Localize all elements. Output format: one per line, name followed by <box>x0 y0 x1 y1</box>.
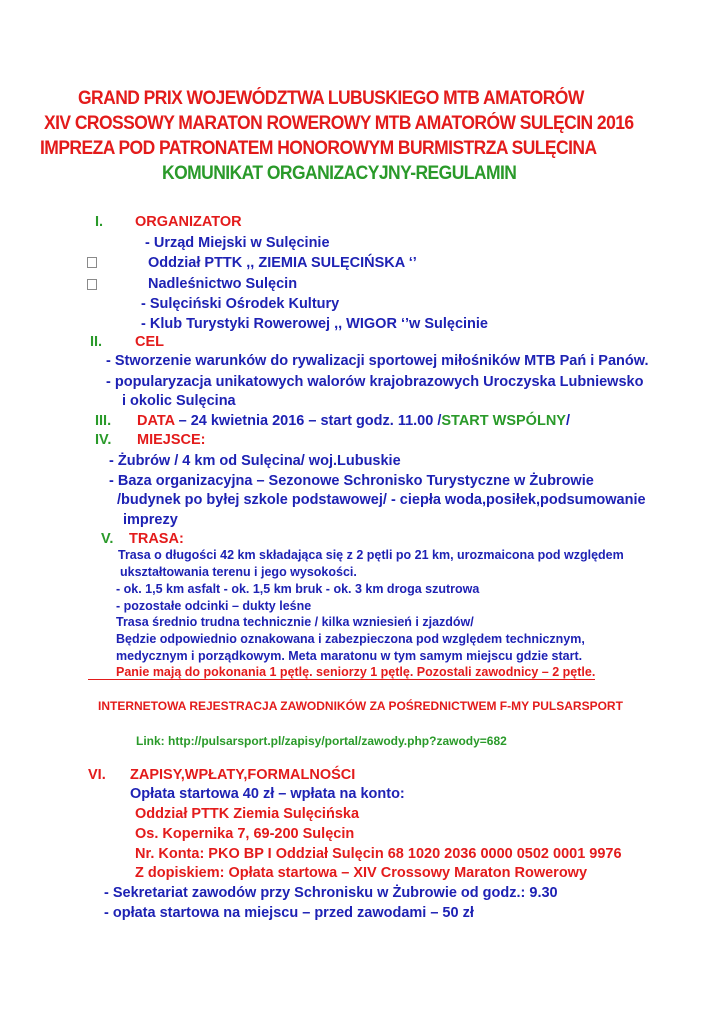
goal-line: - popularyzacja unikatowych walorów krajobrazowych Uroczyska Lubniewsko <box>106 374 644 390</box>
section-5-number: V. <box>101 531 114 547</box>
account-line: Os. Kopernika 7, 69-200 Sulęcin <box>135 826 355 842</box>
section-4-number: IV. <box>95 432 112 448</box>
goal-line: i okolic Sulęcina <box>122 393 236 409</box>
place-line: - Baza organizacyjna – Sezonowe Schronisko Turystyczne w Żubrowie <box>109 473 594 489</box>
organizer-item: - Klub Turystyki Rowerowej ,, WIGOR ‘’w Sulęcinie <box>141 316 488 332</box>
place-line: imprezy <box>123 512 178 528</box>
checkbox-icon <box>87 279 97 290</box>
organizer-item: Oddział PTTK ,, ZIEMIA SULĘCIŃSKA ‘’ <box>148 255 417 271</box>
section-1-heading: ORGANIZATOR <box>135 214 242 230</box>
route-line: Trasa średnio trudna technicznie / kilka wzniesień i zjazdów/ <box>116 615 474 629</box>
secretariat-line: - Sekretariat zawodów przy Schronisku w Żubrowie od godz.: 9.30 <box>104 885 558 901</box>
goal-line: - Stworzenie warunków do rywalizacji sportowej miłośników MTB Pań i Panów. <box>106 353 649 369</box>
section-2-number: II. <box>90 334 103 350</box>
route-line: - pozostałe odcinki – dukty leśne <box>116 599 312 613</box>
section-6-heading: ZAPISY,WPŁATY,FORMALNOŚCI <box>130 767 356 783</box>
place-line: - Żubrów / 4 km od Sulęcina/ woj.Lubuskie <box>109 453 401 469</box>
laps-note: Panie mają do pokonania 1 pętlę. seniorzy 1 pętlę. Pozostali zawodnicy – 2 pętle. <box>88 666 595 680</box>
date-end: / <box>565 413 570 429</box>
title-line-1: GRAND PRIX WOJEWÓDZTWA LUBUSKIEGO MTB AMATORÓW <box>78 88 584 109</box>
section-2-heading: CEL <box>135 334 164 350</box>
registration-info: INTERNETOWA REJESTRACJA ZAWODNIKÓW ZA POŚREDNICTWEM F-MY PULSARSPORT <box>98 699 623 713</box>
account-number-line: Nr. Konta: PKO BP I Oddział Sulęcin 68 1020 2036 0000 0502 0001 9976 <box>135 846 622 862</box>
organizer-item: Nadleśnictwo Sulęcin <box>148 276 298 292</box>
section-3-number: III. <box>95 413 112 429</box>
place-line: /budynek po byłej szkole podstawowej/ - ciepła woda,posiłek,podsumowanie <box>117 492 646 508</box>
route-line: medycznym i porządkowym. Meta maratonu w tym samym miejscu gdzie start. <box>116 649 583 663</box>
account-line: Oddział PTTK Ziemia Sulęcińska <box>135 806 360 822</box>
organizer-item: - Sulęciński Ośrodek Kultury <box>141 296 340 312</box>
route-line: ukształtowania terenu i jego wysokości. <box>120 565 357 579</box>
title-line-3: IMPREZA POD PATRONATEM HONOROWYM BURMISTRZA SULĘCINA <box>40 138 597 159</box>
start-type: START WSPÓLNY <box>441 413 566 429</box>
checkbox-icon <box>87 257 97 268</box>
registration-link[interactable]: Link: http://pulsarsport.pl/zapisy/portal/zawody.php?zawody=682 <box>136 734 507 748</box>
date-line <box>137 414 570 429</box>
account-line: Z dopiskiem: Opłata startowa – XIV Crossowy Maraton Rowerowy <box>135 865 588 881</box>
section-6-number: VI. <box>88 767 106 783</box>
title-line-2: XIV CROSSOWY MARATON ROWEROWY MTB AMATORÓW SULĘCIN 2016 <box>44 113 634 134</box>
section-4-heading: MIEJSCE: <box>137 432 206 448</box>
title-line-4: KOMUNIKAT ORGANIZACYJNY-REGULAMIN <box>162 163 517 184</box>
onsite-fee-line: - opłata startowa na miejscu – przed zawodami – 50 zł <box>104 905 474 921</box>
date-label: DATA <box>137 413 175 429</box>
route-line: - ok. 1,5 km asfalt - ok. 1,5 km bruk - ok. 3 km droga szutrowa <box>116 582 480 596</box>
route-line: Trasa o długości 42 km składająca się z 2 pętli po 21 km, urozmaicona pod względem <box>118 548 624 562</box>
route-line: Będzie odpowiednio oznakowana i zabezpieczona pod względem technicznym, <box>116 632 585 646</box>
fee-line: Opłata startowa 40 zł – wpłata na konto: <box>130 786 405 802</box>
date-text: – 24 kwietnia 2016 – start godz. 11.00 / <box>174 413 442 429</box>
section-1-number: I. <box>95 214 104 230</box>
organizer-item: - Urząd Miejski w Sulęcinie <box>145 235 330 251</box>
section-5-heading: TRASA: <box>129 531 184 547</box>
